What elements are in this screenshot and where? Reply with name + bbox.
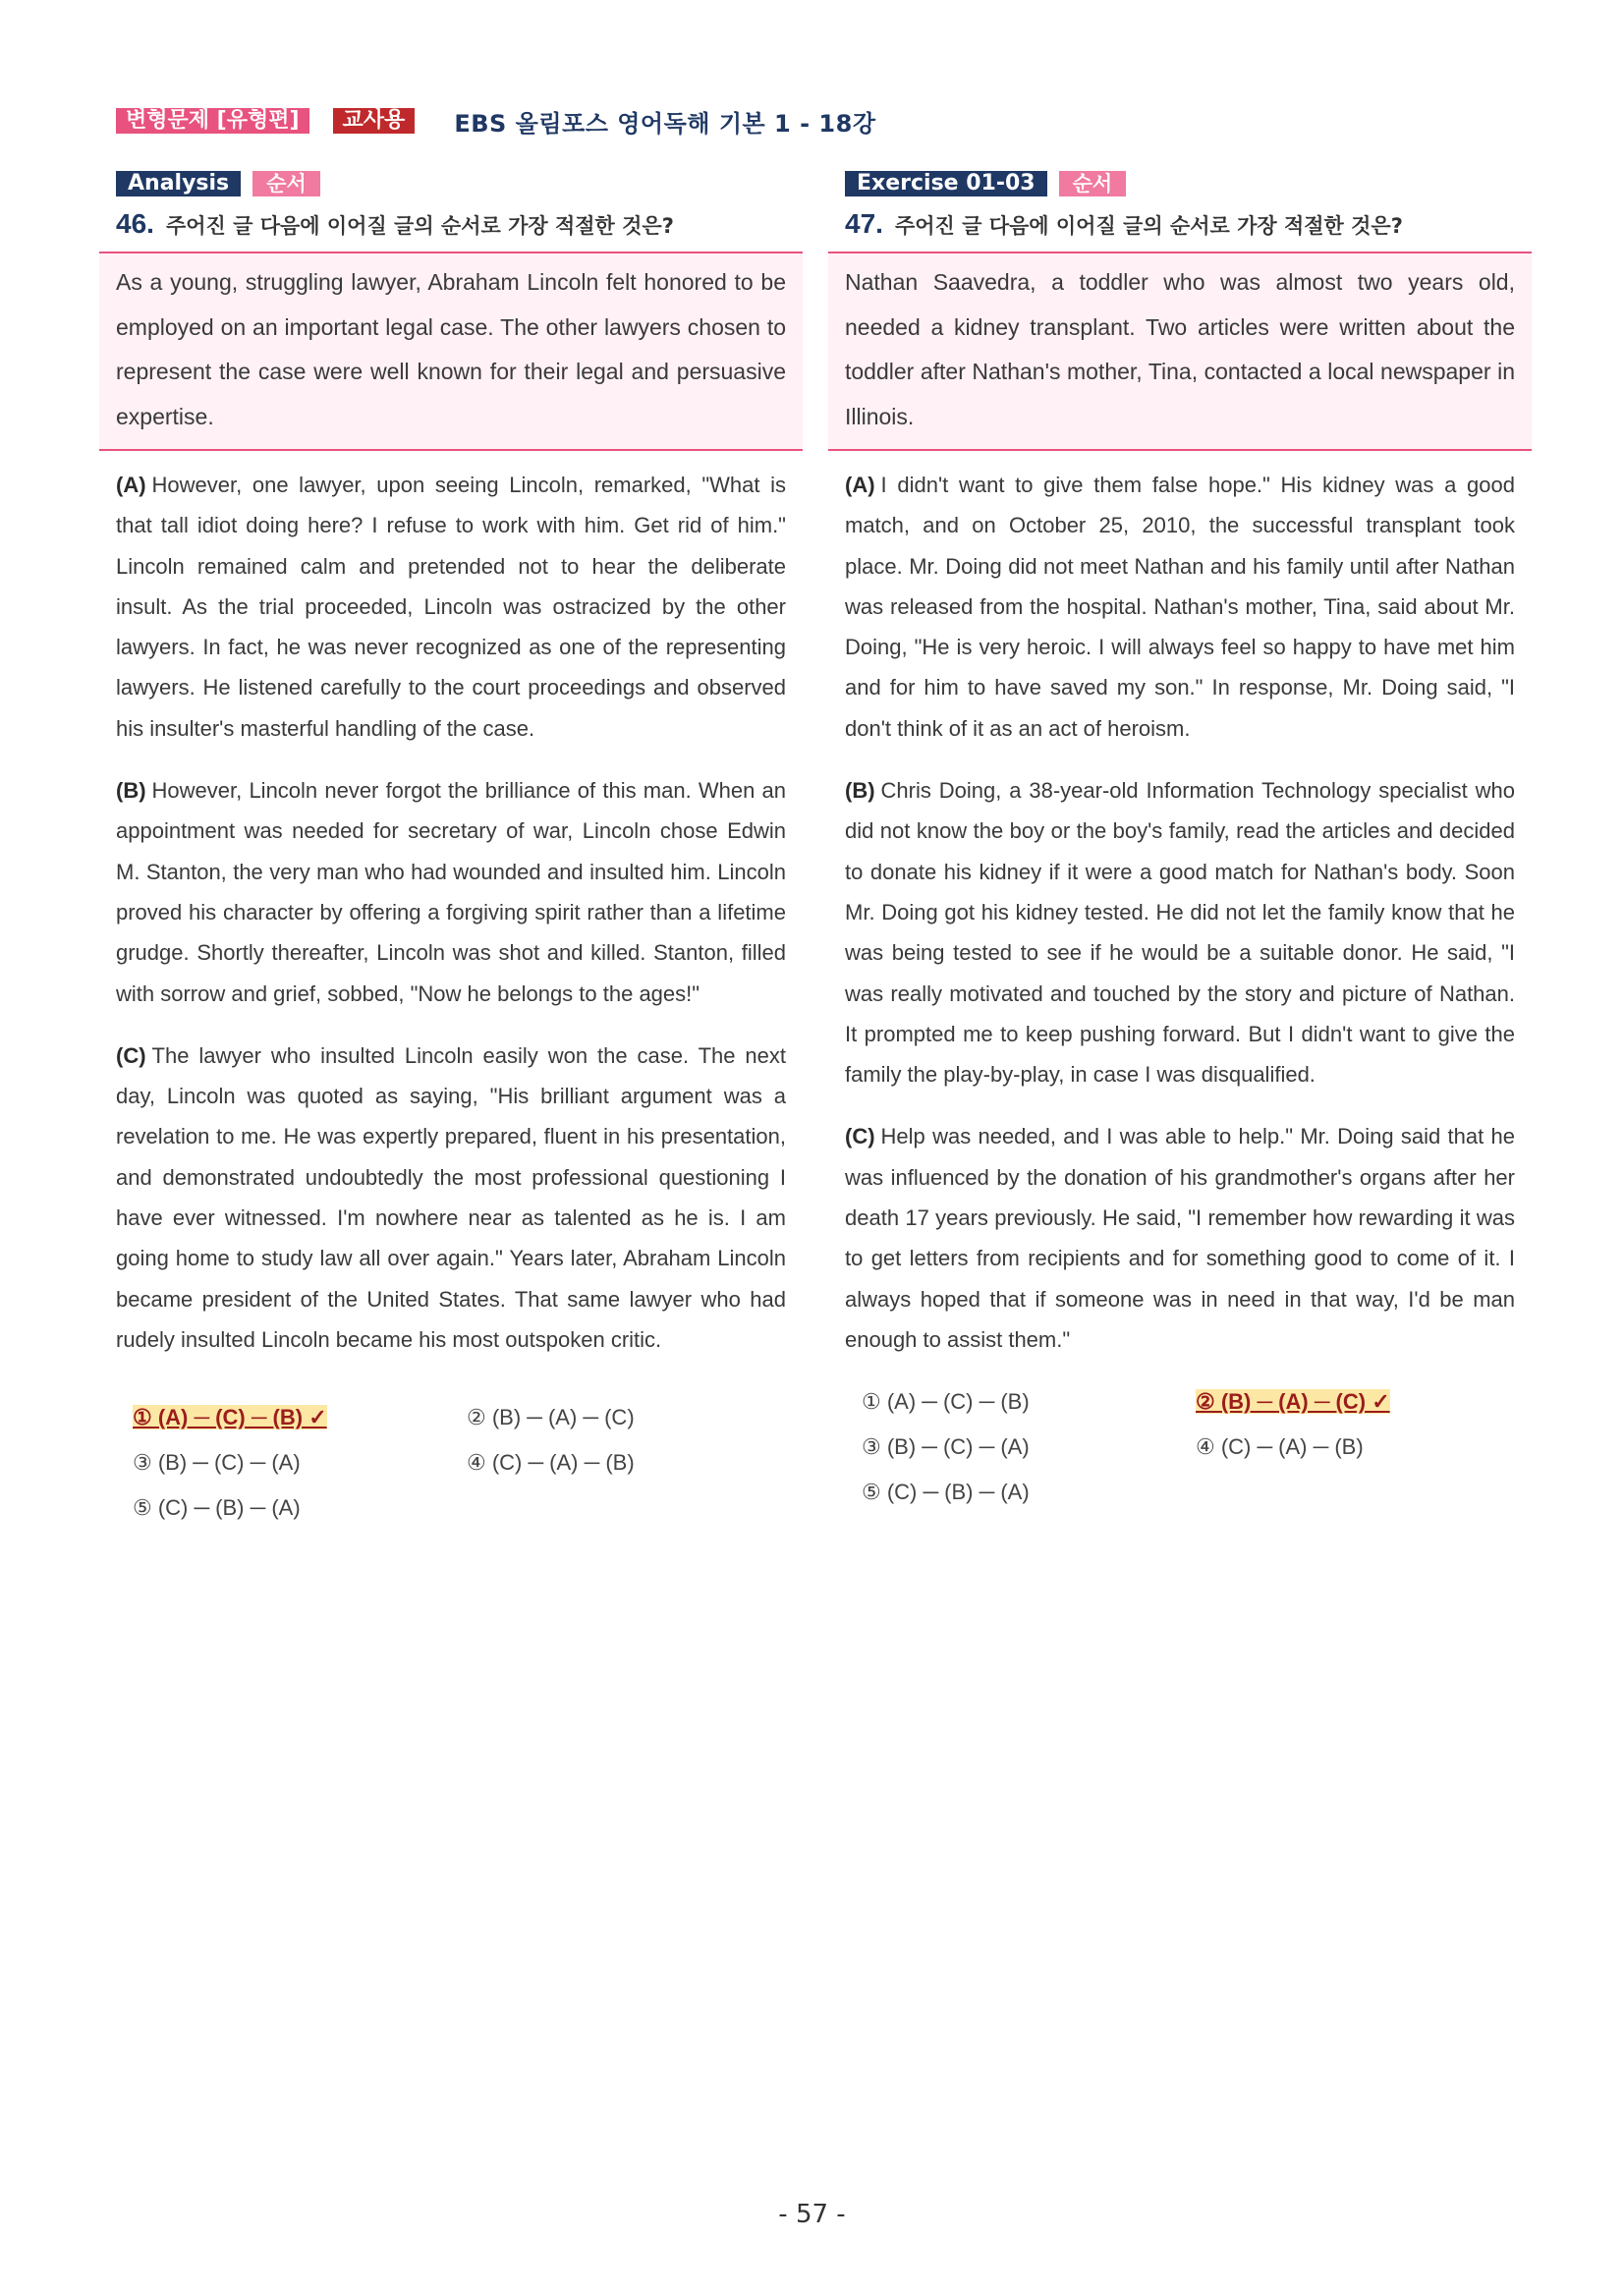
choice-3[interactable]: ③ (B) ─ (C) ─ (A) bbox=[862, 1434, 1030, 1460]
paragraph-c bbox=[828, 1116, 1532, 1360]
paragraph-a bbox=[828, 465, 1532, 749]
paragraph-b bbox=[828, 770, 1532, 1094]
paragraph-text: However, Lincoln never forgot the brilliance of this man. When an appointment was needed for secretary of war, Lincoln chose Edwin M. Stanton, the very man who had wounded and insulted him. Lincoln proved his character by offering a forgiving spirit rather than a lifetime grudge. Shortly thereafter, Lincoln was shot and killed. Stanton, filled with sorrow and grief, sobbed, "Now he belongs to the ages!" bbox=[116, 778, 786, 1006]
intro-passage: As a young, struggling lawyer, Abraham Lincoln felt honored to be employed on an important legal case. The other lawyers chosen to represent the case were well known for their legal and persuasive expertise. bbox=[99, 252, 803, 451]
page-number: - 57 - bbox=[778, 2200, 846, 2229]
paragraph-b bbox=[99, 770, 803, 1014]
question-line bbox=[116, 208, 803, 238]
paragraph-c bbox=[99, 1036, 803, 1360]
paragraph-label: (A) bbox=[116, 473, 146, 497]
question-number: 46. bbox=[116, 208, 154, 239]
paragraph-text: Chris Doing, a 38-year-old Information Technology specialist who did not know the boy or the boy's family, read the articles and decided to donate his kidney if it were a good match for Nathan's body. Soon Mr. Doing got his kidney tested. He did not let the family know that he was being tested to see if he would be a suitable donor. He said, "I was really motivated and touched by the story and picture of Nathan. It prompted me to keep pushing forward. But I didn't want to give the family the play-by-play, in case I was disqualified. bbox=[845, 778, 1515, 1088]
answer-choices bbox=[828, 1379, 1532, 1515]
page-title: EBS 올림포스 영어독해 기본 1 - 18강 bbox=[454, 109, 876, 138]
choice-1[interactable]: ① (A) ─ (C) ─ (B) bbox=[862, 1389, 1030, 1415]
paragraph-a bbox=[99, 465, 803, 749]
question-46 bbox=[99, 171, 803, 1531]
paragraph-label: (A) bbox=[845, 473, 875, 497]
choice-3[interactable]: ③ (B) ─ (C) ─ (A) bbox=[133, 1450, 301, 1476]
analysis-badge: Analysis bbox=[116, 171, 241, 196]
choice-5[interactable]: ⑤ (C) ─ (B) ─ (A) bbox=[133, 1495, 301, 1521]
paragraph-text: I didn't want to give them false hope." His kidney was a good match, and on October 25, 2010, the successful transplant took place. Mr. Doing did not meet Nathan and his family until after Nathan was released from the hospital. Nathan's mother, Tina, said about Mr. Doing, "He is very heroic. I will always feel so happy to have met him and for him to have saved my son." In response, Mr. Doing said, "I don't think of it as an act of heroism. bbox=[845, 473, 1515, 741]
badge-row bbox=[828, 171, 1532, 196]
paragraph-text: The lawyer who insulted Lincoln easily won the case. The next day, Lincoln was quoted as saying, "His brilliant argument was a revelation to me. He was expertly prepared, fluent in his presentation, and demonstrated undoubtedly the most professional questioning I have ever witnessed. I'm nowhere near as talented as he is. I am going home to study law all over again." Years later, Abraham Lincoln became president of the United States. That same lawyer who had rudely insulted Lincoln became his most outspoken critic. bbox=[116, 1042, 786, 1352]
choice-1-correct[interactable]: ① (A) ─ (C) ─ (B) ✓ bbox=[133, 1405, 327, 1430]
order-badge: 순서 bbox=[1059, 171, 1127, 196]
paragraph-label: (B) bbox=[116, 778, 146, 804]
order-badge: 순서 bbox=[252, 171, 320, 196]
paragraph-label: (C) bbox=[845, 1124, 875, 1149]
paragraph-label: (B) bbox=[845, 778, 875, 804]
choice-4[interactable]: ④ (C) ─ (A) ─ (B) bbox=[1196, 1434, 1364, 1460]
question-number: 47. bbox=[845, 208, 883, 239]
teacher-tag: 교사용 bbox=[333, 108, 416, 134]
choice-2[interactable]: ② (B) ─ (A) ─ (C) bbox=[467, 1405, 635, 1430]
paragraph-label: (C) bbox=[116, 1042, 146, 1068]
paragraph-text: However, one lawyer, upon seeing Lincoln, remarked, "What is that tall idiot doing here? I refuse to work with him. Get rid of him." Lincoln remained calm and pretended not to hear the deliberate insult. As the trial proceeded, Lincoln was ostracized by the other lawyers. In fact, he was never recognized as one of the representing lawyers. He listened carefully to the court proceedings and observed his insulter's masterful handling of the case. bbox=[116, 473, 786, 741]
variant-tag: 변형문제 [유형편] bbox=[116, 108, 309, 134]
intro-passage: Nathan Saavedra, a toddler who was almost two years old, needed a kidney transplant. Two articles were written about the toddler after Nathan's mother, Tina, contacted a local newspaper in Illinois. bbox=[828, 252, 1532, 451]
choice-4[interactable]: ④ (C) ─ (A) ─ (B) bbox=[467, 1450, 635, 1476]
page-header bbox=[116, 106, 876, 136]
question-text: 주어진 글 다음에 이어질 글의 순서로 가장 적절한 것은? bbox=[165, 214, 674, 238]
question-line bbox=[845, 208, 1532, 238]
answer-choices bbox=[99, 1395, 803, 1531]
badge-row bbox=[99, 171, 803, 196]
paragraph-text: Help was needed, and I was able to help." Mr. Doing said that he was influenced by the donation of his grandmother's organs after her death 17 years previously. He said, "I remember how rewarding it was to get letters from recipients and for something good to come of it. I always hoped that if someone was in need in that way, I'd be man enough to assist them." bbox=[845, 1124, 1515, 1352]
choice-5[interactable]: ⑤ (C) ─ (B) ─ (A) bbox=[862, 1480, 1030, 1505]
question-text: 주어진 글 다음에 이어질 글의 순서로 가장 적절한 것은? bbox=[894, 214, 1403, 238]
choice-2-correct[interactable]: ② (B) ─ (A) ─ (C) ✓ bbox=[1196, 1389, 1390, 1415]
exercise-badge: Exercise 01-03 bbox=[845, 171, 1047, 196]
question-47 bbox=[828, 171, 1532, 1515]
